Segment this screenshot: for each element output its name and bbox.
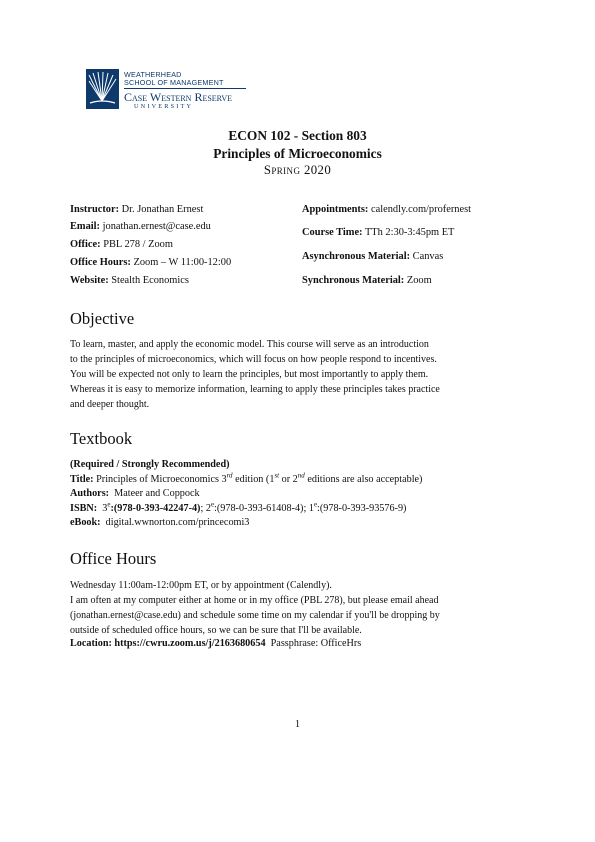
textbook-title-post: editions are also acceptable): [304, 474, 423, 485]
objective-line: You will be expected not only to learn the principles, but most importantly to apply them.: [70, 369, 429, 380]
textbook-ebook: [70, 517, 249, 528]
info-value: Zoom – W 11:00-12:00: [133, 257, 232, 268]
isbn-2-sup: e: [210, 500, 215, 509]
info-value: calendly.com/profernest: [371, 204, 472, 215]
info-label: Office:: [70, 239, 101, 250]
office-hours-line: outside of scheduled office hours, so we can be sure that I'll be available.: [70, 625, 362, 636]
textbook-authors: [70, 488, 200, 499]
info-office-hours: [70, 257, 231, 268]
university-logo: [86, 69, 250, 113]
info-label: Synchronous Material:: [302, 275, 405, 286]
logo-divider: [124, 88, 246, 89]
objective-line: and deeper thought.: [70, 399, 150, 410]
textbook-isbn-label: ISBN:: [70, 503, 98, 514]
isbn-1-value: :(978-0-393-93576-9): [317, 503, 407, 514]
textbook-title-pre: Principles of Microeconomics 3: [96, 474, 227, 485]
info-label: Office Hours:: [70, 257, 131, 268]
logo-text-school: SCHOOL OF MANAGEMENT: [124, 78, 224, 87]
info-appointments: [302, 204, 471, 215]
info-label: Email:: [70, 221, 101, 232]
textbook-title-sup3: nd: [297, 471, 305, 480]
info-label: Instructor:: [70, 204, 120, 215]
office-hours-location: [70, 638, 361, 649]
page-number: 1: [294, 719, 301, 730]
info-office: [70, 239, 173, 250]
isbn-3-label: 3: [102, 503, 108, 514]
info-course-time: [302, 227, 454, 238]
office-hours-line: (jonathan.ernest@case.edu) and schedule some time on my calendar if you'll be dropping by: [70, 610, 440, 621]
textbook-title-label: Title:: [70, 474, 94, 485]
objective-text: [70, 337, 530, 412]
logo-text-cwru: Case Western Reserve: [124, 90, 233, 104]
textbook-title-sup2: st: [274, 471, 280, 480]
section-heading-office-hours: Office Hours: [70, 549, 157, 568]
info-value: Zoom: [406, 275, 432, 286]
info-instructor: [70, 204, 203, 215]
info-value: Dr. Jonathan Ernest: [121, 204, 204, 215]
office-hours-line: I am often at my computer either at home or in my office (PBL 278), but please email ahead: [70, 595, 439, 606]
office-hours-line: Wednesday 11:00am-12:00pm ET, or by appointment (Calendly).: [70, 580, 332, 591]
info-email: [70, 221, 211, 232]
textbook-ebook-link[interactable]: digital.wwnorton.com/princecomi3: [105, 517, 250, 528]
info-label: Website:: [70, 275, 109, 286]
textbook-title-sup1: rd: [226, 471, 233, 480]
info-label: Appointments:: [302, 204, 369, 215]
objective-line: Whereas it is easy to memorize information, learning to apply these principles takes practice: [70, 384, 440, 395]
section-heading-textbook: Textbook: [70, 429, 133, 448]
course-title: ECON 102 - Section 803: [228, 128, 367, 143]
textbook-required: (Required / Strongly Recommended): [70, 459, 230, 470]
textbook-title-mid2: or 2: [279, 474, 298, 485]
section-heading-objective: Objective: [70, 309, 135, 328]
passphrase: Passphrase: OfficeHrs: [270, 638, 362, 649]
info-value: Stealth Economics: [111, 275, 189, 286]
term: Spring 2020: [263, 163, 332, 177]
textbook-ebook-label: eBook:: [70, 517, 101, 528]
info-async-material: [302, 251, 443, 262]
logo-text-university: UNIVERSITY: [134, 103, 194, 110]
info-value: TTh 2:30-3:45pm ET: [364, 227, 455, 238]
info-label: Asynchronous Material:: [302, 251, 411, 262]
info-value: PBL 278 / Zoom: [103, 239, 173, 250]
isbn-2-value: :(978-0-393-61408-4); 1: [214, 503, 314, 514]
objective-line: to the principles of microeconomics, which will focus on how people respond to incentives.: [70, 354, 437, 365]
info-sync-material: [302, 275, 432, 286]
isbn-3-value: :(978-0-393-42247-4): [110, 503, 201, 514]
info-value: jonathan.ernest@case.edu: [102, 221, 211, 232]
textbook-title-mid: edition (1: [232, 474, 275, 485]
info-value: Canvas: [412, 251, 444, 262]
isbn-1-sup: e: [313, 500, 318, 509]
isbn-2-label: ; 2: [200, 503, 211, 514]
location-link[interactable]: Location: https://cwru.zoom.us/j/2163680654: [70, 638, 266, 649]
info-label: Course Time:: [302, 227, 363, 238]
textbook-authors-label: Authors:: [70, 488, 110, 499]
isbn-3-sup: e: [107, 500, 111, 509]
course-name: Principles of Microeconomics: [213, 146, 382, 161]
textbook-title: [70, 471, 423, 485]
objective-line: To learn, master, and apply the economic model. This course will serve as an introduction: [70, 339, 429, 350]
textbook-isbn: [70, 500, 407, 514]
textbook-authors-value: Mateer and Coppock: [114, 488, 200, 499]
office-hours-text: [70, 578, 530, 638]
ship-logo-icon: [86, 69, 119, 109]
info-website: [70, 275, 189, 286]
logo-text-weatherhead: WEATHERHEAD: [124, 70, 182, 79]
